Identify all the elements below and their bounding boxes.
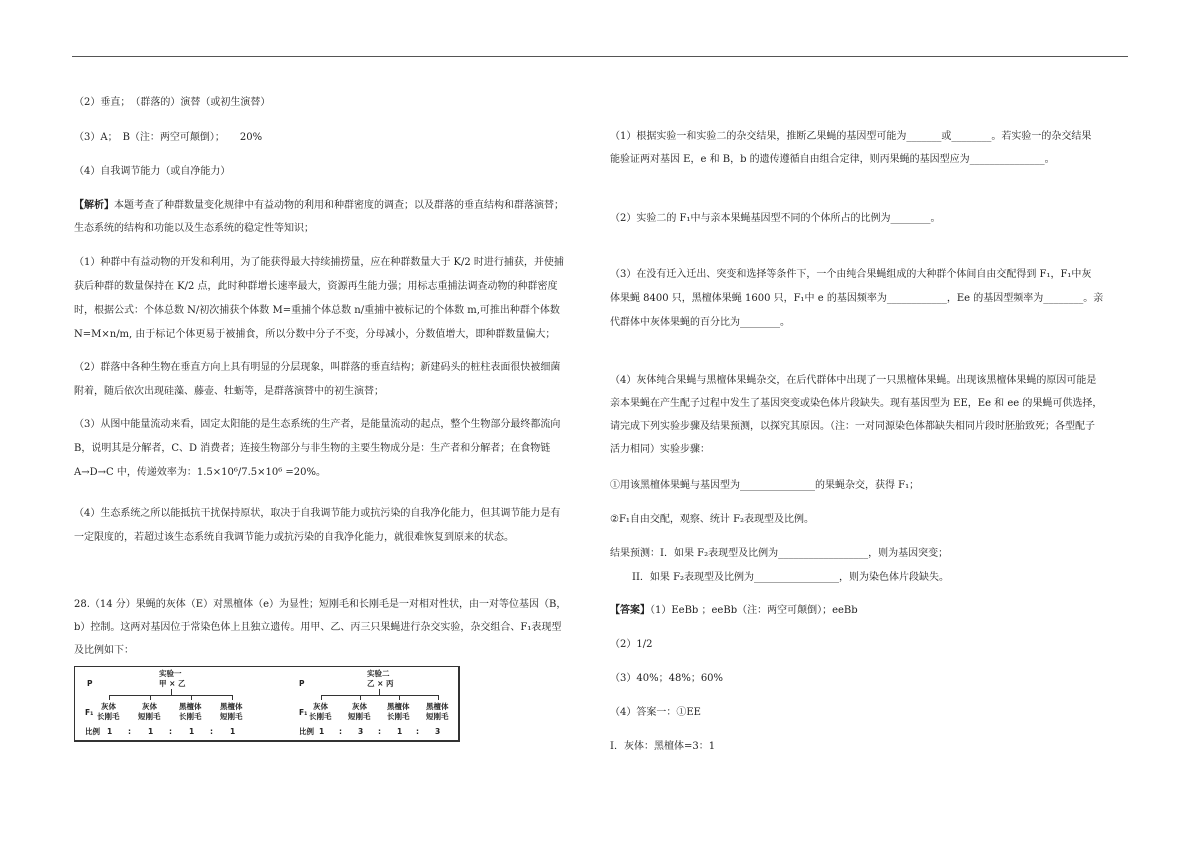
exp2-bracket [321, 695, 439, 696]
exp2-pheno-2b: 短刚毛 [348, 712, 371, 721]
text-line: 结果预测：I．如果 F₂表现型及比例为__________________，则为基因突变； [610, 548, 949, 559]
exp2-p-label: P [299, 679, 305, 688]
exp2-tick [321, 695, 322, 700]
text-line: 一定限度的，若超过该生态系统自我调节能力或抗污染的自我净化能力，就很难恢复到原来的状态。 [74, 532, 514, 543]
answer-line-3 [74, 131, 560, 144]
exp2-ratio: 1 [397, 727, 403, 736]
exp1-pheno-1b: 长刚毛 [97, 712, 120, 721]
text-line: I．灰体：黑檀体=3：1 [610, 741, 716, 752]
text-line: （3）从图中能量流动来看，固定太阳能的是生态系统的生产者，是能量流动的起点，整个生物部分最终都流向 [74, 419, 561, 430]
exp1-ratio-label: 比例 [85, 727, 100, 736]
text-line: 亲本果蝇在产生配子过程中发生了基因突变或染色体片段缺失。现有基因型为 EE，Ee 和 ee 的果蝇可供选择， [610, 398, 1103, 409]
text-line: （4）生态系统之所以能抵抗干扰保持原状，取决于自我调节能力或抗污染的自我净化能力，但其调节能力是有 [74, 508, 561, 519]
exp1-pheno-4a: 黑檀体 [220, 702, 243, 711]
exp2-pheno-1b: 长刚毛 [309, 712, 332, 721]
answer-5 [610, 740, 1130, 753]
analysis-part-4 [74, 507, 560, 544]
exp1-ratio: 1 [230, 727, 236, 736]
text-line: A→D→C 中，传递效率为：1.5×10⁶/7.5×10⁶ =20%。 [74, 467, 327, 478]
text-line: b）控制。这两对基因位于常染色体上且独立遗传。用甲、乙、丙三只果蝇进行杂交实验，杂交组合、F₁表现型 [74, 622, 562, 633]
exp1-title: 实验一 [159, 669, 182, 678]
text-line: 及比例如下： [74, 645, 134, 656]
text-line: II．如果 F₂表现型及比例为_________________，则为染色体片段缺失。 [632, 572, 950, 583]
header-rule [72, 56, 1128, 57]
text-line: （3）A； B（注：两空可颠倒）； 20% [74, 132, 263, 143]
prediction-1 [610, 547, 1130, 560]
answer-4 [610, 706, 1130, 719]
text-line: 活力相同）实验步骤： [610, 444, 710, 455]
exp2-title: 实验二 [367, 669, 390, 678]
exp2-ratio: 3 [358, 727, 364, 736]
exp1-ratio: 1 [107, 727, 113, 736]
text-line: （2）实验二的 F₁中与亲本果蝇基因型不同的个体所占的比例为________。 [610, 213, 941, 224]
exp2-ratio: 1 [319, 727, 325, 736]
text-line: （1）种群中有益动物的开发和利用，为了能获得最大持续捕捞量，应在种群数量大于 K/2 时进行捕获，并使捕 [74, 257, 564, 268]
text-line: （1）根据实验一和实验二的杂交结果，推断乙果蝇的基因型可能为_______或________。若实验一的杂交结果 [610, 131, 1092, 142]
analysis-part-2 [74, 361, 560, 398]
prediction-2 [610, 571, 1152, 584]
exp2-tick [399, 695, 400, 700]
text-line: （1）EeBb ；eeBb（注：两空可颠倒）；eeBb [650, 605, 858, 616]
exp1-cross: 甲 × 乙 [159, 679, 186, 688]
exp2-pheno-3b: 长刚毛 [387, 712, 410, 721]
exp2-f1-label: F₁ [299, 708, 308, 717]
exp1-ratio: : [169, 727, 172, 736]
exp1-bracket [109, 695, 233, 696]
text-line: （2）群落中各种生物在垂直方向上具有明显的分层现象，叫群落的垂直结构；新建码头的桩柱表面很快被细菌 [74, 362, 561, 373]
exp2-ratio: 3 [435, 727, 441, 736]
exp2-tick [360, 695, 361, 700]
exp2-pheno-3a: 黑檀体 [387, 702, 410, 711]
text-line: 代群体中灰体果蝇的百分比为________。 [610, 317, 790, 328]
text-line: 本题考查了种群数量变化规律中有益动物的利用和种群密度的调查；以及群落的垂直结构和群落演替； [114, 200, 564, 211]
text-line: （3）在没有迁入迁出、突变和选择等条件下，一个由纯合果蝇组成的大种群个体间自由交配得到 F₁，F₁中灰 [610, 269, 1092, 280]
exp1-ratio: 1 [189, 727, 195, 736]
text-line: 请完成下列实验步骤及结果预测，以探究其原因。（注：一对同源染色体都缺失相同片段时胚胎致死；各型配子 [610, 421, 1095, 432]
answer-3 [610, 672, 1130, 685]
text-line: 生态系统的结构和功能以及生态系统的稳定性等知识； [74, 223, 314, 234]
text-line: （3）40%；48%；60% [610, 673, 724, 684]
text-line: ②F₁自由交配，观察、统计 F₂表现型及比例。 [610, 514, 815, 525]
exp1-f1-label: F₁ [85, 708, 94, 717]
exp1-pheno-1a: 灰体 [101, 702, 116, 711]
cross-diagram [74, 666, 460, 742]
question-28 [74, 598, 567, 657]
exp2-ratio: : [416, 727, 419, 736]
text-line: 体果蝇 8400 只，黑檀体果蝇 1600 只，F₁中 e 的基因频率为____________，Ee 的基因型频率为________。亲 [610, 293, 1104, 304]
text-line: 附着，随后依次出现硅藻、藤壶、牡蛎等，是群落演替中的初生演替； [74, 386, 384, 397]
exp1-tick [191, 695, 192, 700]
exp2-cross: 乙 × 丙 [367, 679, 394, 688]
experiment-step-1 [610, 479, 1130, 492]
text-line: 能验证两对基因 E，e 和 B，b 的遗传遵循自由组合定律，则丙果蝇的基因型应为_______________。 [610, 154, 1055, 165]
text-line: N=M×n/m, 由于标记个体更易于被捕食，所以分数中分子不变，分母减小，分数值增大，即种群数量偏大； [74, 329, 556, 340]
exp2-ratio: : [378, 727, 381, 736]
answer-line-4 [74, 165, 560, 178]
text-line: 时，根据公式：个体总数 N/初次捕获个体数 M=重捕个体总数 n/重捕中被标记的个体数 m,可推出种群个体数 [74, 305, 560, 316]
exp2-pheno-4b: 短刚毛 [426, 712, 449, 721]
analysis-part-1 [74, 256, 564, 341]
analysis-label: 【解析】 [74, 200, 114, 211]
exp1-pheno-2a: 灰体 [142, 702, 157, 711]
exp2-ratio-label: 比例 [299, 727, 314, 736]
sub-question-2 [610, 212, 1130, 225]
exp2-pheno-4a: 黑檀体 [426, 702, 449, 711]
sub-question-4 [610, 374, 1130, 456]
exp2-pheno-2a: 灰体 [352, 702, 367, 711]
exp1-ratio: 1 [148, 727, 154, 736]
exp1-tick [232, 695, 233, 700]
sub-question-1 [610, 130, 1130, 166]
answer-block [610, 604, 1130, 617]
text-line: （2）垂直； （群落的）演替（或初生演替） [74, 97, 271, 108]
sub-question-3 [610, 268, 1130, 329]
answer-label: 【答案】 [610, 605, 650, 616]
analysis-intro [74, 199, 564, 235]
text-line: （2）1/2 [610, 639, 653, 650]
exp1-tick [150, 695, 151, 700]
exp2-pheno-1a: 灰体 [313, 702, 328, 711]
exp1-pheno-3a: 黑檀体 [179, 702, 202, 711]
exp2-ratio: : [339, 727, 342, 736]
exp2-tick [438, 695, 439, 700]
experiment-step-2 [610, 513, 1130, 526]
exp1-ratio: : [128, 727, 131, 736]
analysis-part-3 [74, 418, 560, 479]
answer-line-2 [74, 96, 560, 109]
text-line: （4）灰体纯合果蝇与黑檀体果蝇杂交，在后代群体中出现了一只黑檀体果蝇。出现该黑檀体果蝇的原因可能是 [610, 375, 1097, 386]
text-line: 获后种群的数量保持在 K/2 点，此时种群增长速率最大，资源再生能力强；用标志重捕法调查动物的种群密度 [74, 281, 558, 292]
exp1-pheno-3b: 长刚毛 [179, 712, 202, 721]
exp1-p-label: P [87, 679, 93, 688]
text-line: B，说明其是分解者，C、D 消费者；连接生物部分与非生物的主要生物成分是：生产者和分解者；在食物链 [74, 443, 551, 454]
text-line: 28.（14 分）果蝇的灰体（E）对黑檀体（e）为显性；短刚毛和长刚毛是一对相对性状，由一对等位基因（B， [74, 599, 567, 610]
text-line: （4）自我调节能力（或自净能力） [74, 166, 231, 177]
text-line: ①用该黑檀体果蝇与基因型为_______________的果蝇杂交，获得 F₁； [610, 480, 920, 491]
exp1-tick [109, 695, 110, 700]
exp1-pheno-4b: 短刚毛 [220, 712, 243, 721]
exp1-pheno-2b: 短刚毛 [138, 712, 161, 721]
answer-2 [610, 638, 1130, 651]
text-line: （4）答案一：①EE [610, 707, 701, 718]
exp1-ratio: : [210, 727, 213, 736]
